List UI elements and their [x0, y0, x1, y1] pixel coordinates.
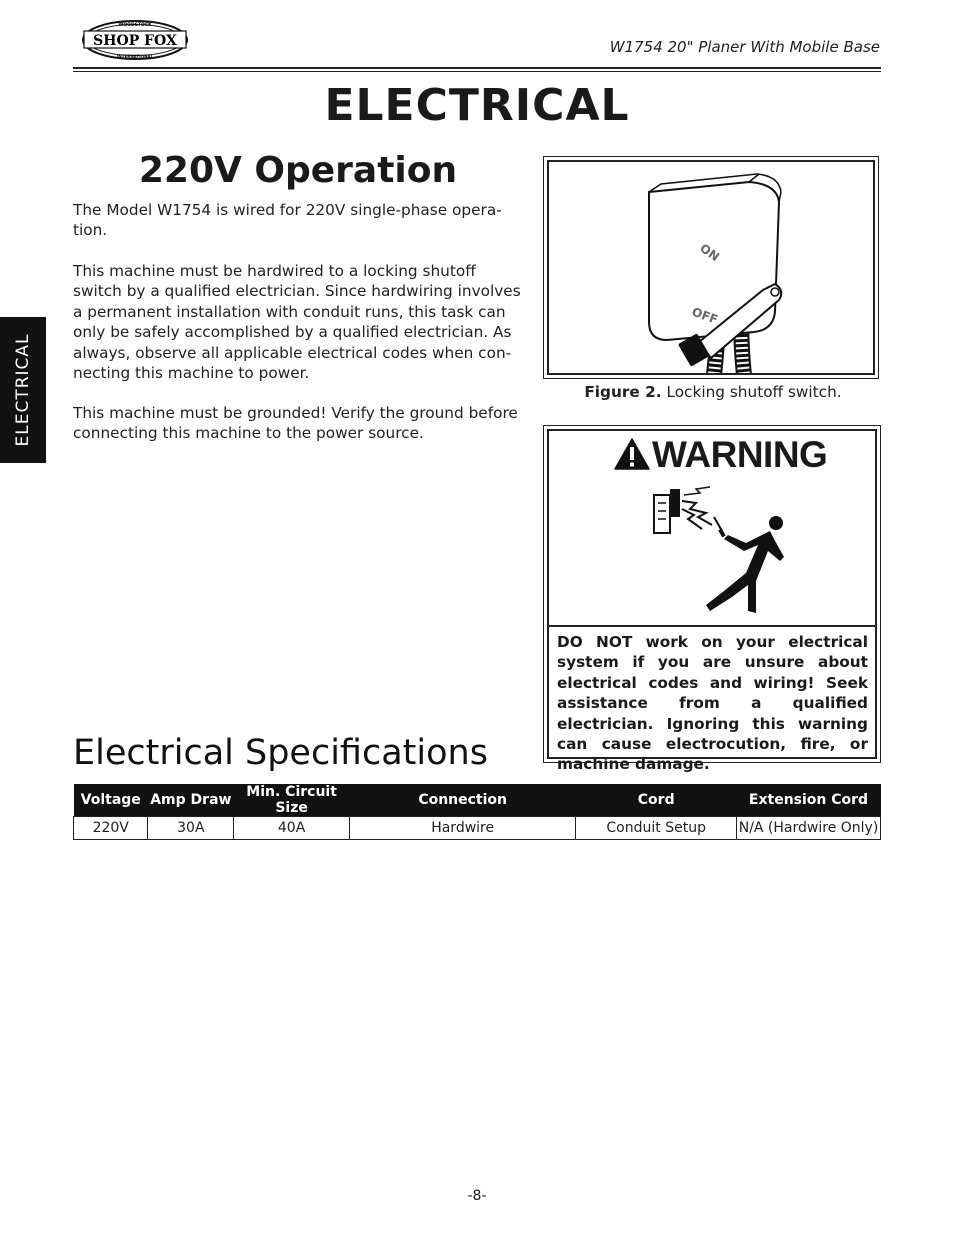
paragraph-wiring: The Model W1754 is wired for 220V single-phase opera-tion.	[73, 201, 502, 240]
column-header: Amp Draw	[148, 784, 234, 817]
table-cell: Hardwire	[349, 817, 575, 840]
figure-frame	[543, 156, 879, 379]
table-cell: 220V	[74, 817, 148, 840]
switch-off-label: OFF	[689, 304, 720, 327]
switch-on-label: ON	[697, 240, 722, 265]
table-cell: N/A (Hardwire Only)	[737, 817, 881, 840]
table-cell: Conduit Setup	[576, 817, 737, 840]
electrocution-hazard-icon	[650, 481, 790, 621]
column-header: Voltage	[74, 784, 148, 817]
column-header: Cord	[576, 784, 737, 817]
figure-caption-text: Locking shutoff switch.	[666, 383, 842, 401]
column-header: Min. Circuit Size	[234, 784, 350, 817]
table-header-row	[74, 784, 881, 817]
specifications-table	[73, 784, 881, 840]
paragraph-hardwire: This machine must be hardwired to a locking shutoff switch by a qualified electrician. Since hardwiring involves a permanent installation with conduit runs, this task can only be safely accomplished by a qualified electrician. As always, observe all applicable electrical codes when con-necting this machine to power.	[73, 262, 521, 383]
section-heading-220v: 220V Operation	[138, 150, 458, 191]
section-heading-specs: Electrical Specifications	[73, 733, 488, 773]
warning-text: DO NOT work on your electrical system if you are unsure about electrical codes and wiring! Seek assistance from a qualified electrician. Ignoring this warning can cause electrocution, fire, or machine damage.	[557, 633, 868, 774]
warning-triangle-icon	[614, 438, 650, 470]
column-header: Connection	[349, 784, 575, 817]
shop-fox-logo	[80, 18, 190, 62]
logo-bottom-arc: INTERNATIONAL	[116, 54, 154, 59]
logo-top-arc: WOODSTOCK	[118, 23, 152, 28]
logo-text: SHOP FOX	[93, 33, 177, 49]
table-cell: 30A	[148, 817, 234, 840]
paragraph-ground: This machine must be grounded! Verify the ground before connecting this machine to the power source.	[73, 404, 518, 443]
table-cell: 40A	[234, 817, 350, 840]
figure-caption	[543, 383, 883, 401]
side-tab-label: ELECTRICAL	[13, 333, 33, 447]
page-number: -8-	[467, 1188, 487, 1204]
document-title: W1754 20" Planer With Mobile Base	[609, 38, 880, 56]
table-row	[74, 817, 881, 840]
header-rule-top	[73, 67, 881, 69]
header-rule-bottom	[73, 71, 881, 72]
side-section-tab	[0, 317, 46, 463]
shutoff-switch-illustration	[549, 162, 875, 375]
figure-label: Figure 2.	[584, 383, 662, 401]
warning-box	[543, 425, 881, 774]
main-title: ELECTRICAL	[324, 80, 630, 131]
warning-header	[549, 431, 875, 627]
column-header: Extension Cord	[737, 784, 881, 817]
warning-title: WARNING	[652, 434, 828, 475]
